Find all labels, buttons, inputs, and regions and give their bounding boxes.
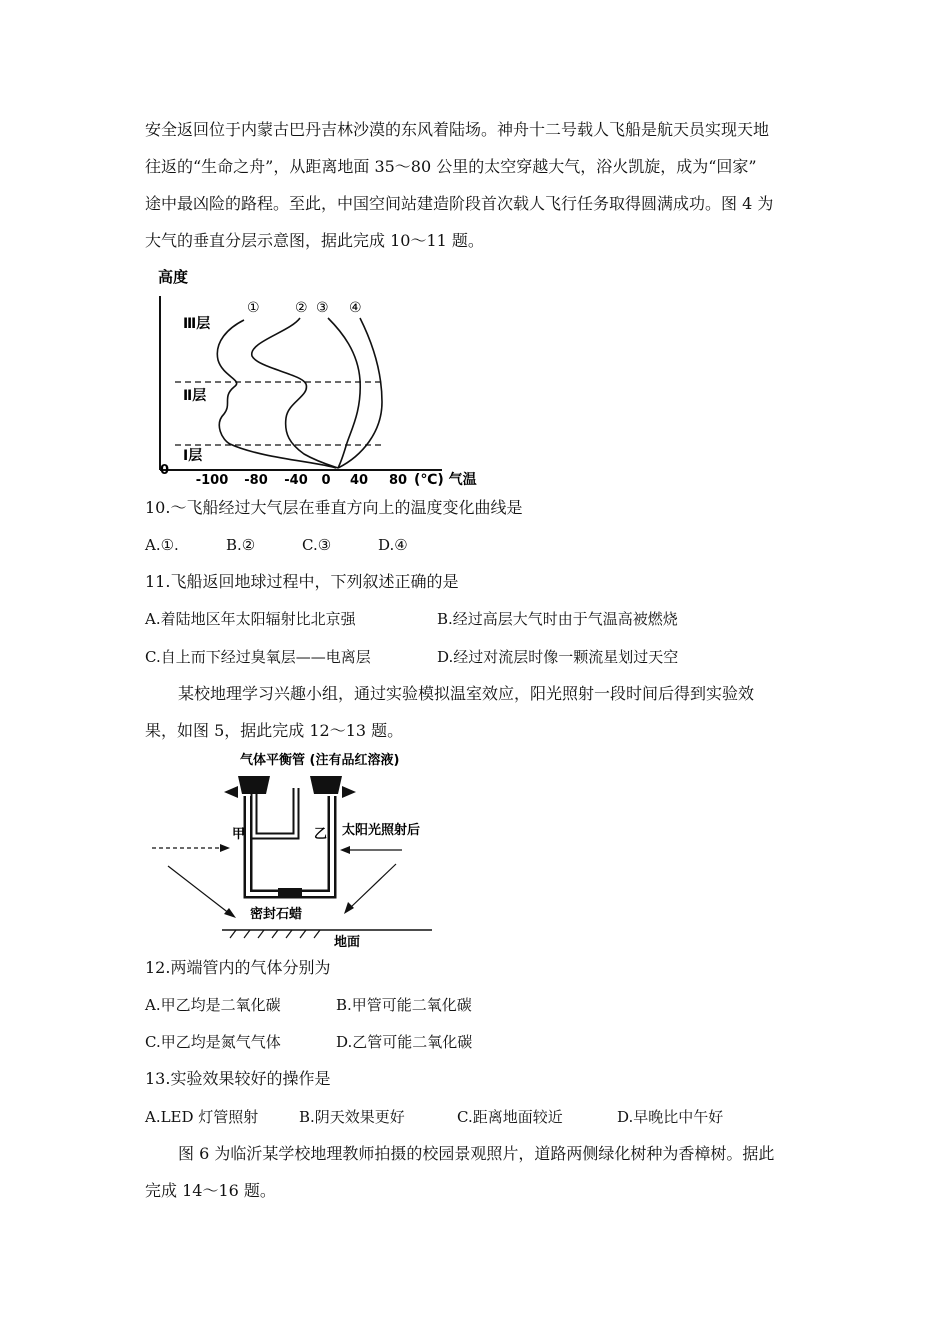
right-diagonal-ray — [350, 864, 396, 908]
u-tube — [248, 796, 332, 894]
para3-line-2: 完成 14～16 题。 — [145, 1181, 276, 1200]
q10-option-d: D.④ — [378, 536, 408, 554]
q11-option-d: D.经过对流层时像一颗流星划过天空 — [437, 648, 679, 666]
q10-stem: 10.～飞船经过大气层在垂直方向上的温度变化曲线是 — [145, 498, 523, 517]
curve-label-4: ④ — [349, 300, 362, 316]
intro-line-1: 安全返回位于内蒙古巴丹吉林沙漠的东风着陆场。神舟十二号载人飞船是航天员实现天地 — [145, 120, 770, 139]
q10-option-c: C.③ — [302, 536, 332, 554]
balance-tube-inner — [254, 788, 296, 836]
curve-label-1: ① — [247, 300, 260, 316]
balance-tube-label: 气体平衡管 (注有品红溶液) — [240, 753, 400, 768]
q10-option-b: B.② — [226, 536, 256, 554]
balance-tube — [254, 788, 296, 836]
paraffin-seal — [278, 888, 302, 898]
para3-line-1: 图 6 为临沂某学校地理教师拍摄的校园景观照片，道路两侧绿化树种为香樟树。据此 — [178, 1144, 775, 1163]
q11-option-b: B.经过高层大气时由于气温高被燃烧 — [437, 610, 678, 628]
x-tick: 0 — [321, 473, 331, 488]
layer-1-label: Ⅰ层 — [183, 448, 203, 464]
q13-option-c: C.距离地面较近 — [457, 1108, 563, 1126]
para2-line-2: 果，如图 5，据此完成 12～13 题。 — [145, 721, 404, 740]
ground-label: 地面 — [334, 935, 361, 950]
intro-line-4: 大气的垂直分层示意图，据此完成 10～11 题。 — [145, 231, 484, 250]
intro-line-3: 途中最凶险的路程。至此，中国空间站建造阶段首次载人飞行任务取得圆满成功。图 4 为 — [145, 194, 774, 213]
x-tick: 80 — [388, 473, 408, 488]
x-tick: -40 — [284, 473, 308, 488]
left-arrow-icon — [220, 844, 230, 852]
q12-option-c: C.甲乙均是氮气气体 — [145, 1033, 281, 1051]
q11-option-c: C.自上而下经过臭氧层——电离层 — [145, 648, 371, 666]
left-valve-icon — [224, 786, 238, 798]
layer-3-label: Ⅲ层 — [183, 316, 211, 332]
sunlight-label: 太阳光照射后 — [342, 823, 421, 838]
right-diagonal-arrow-icon — [344, 902, 354, 914]
left-diagonal-arrow-icon — [224, 908, 236, 918]
q13-stem: 13.实验效果较好的操作是 — [145, 1069, 331, 1088]
left-stopper — [238, 776, 270, 794]
right-tube-label: 乙 — [314, 827, 328, 842]
left-tube-label: 甲 — [232, 827, 246, 842]
para2-line-1: 某校地理学习兴趣小组，通过实验模拟温室效应，阳光照射一段时间后得到实验效 — [178, 684, 755, 703]
q13-option-a: A.LED 灯管照射 — [145, 1108, 259, 1126]
figure-4-atmosphere-layers — [140, 262, 500, 494]
q13-option-d: D.早晚比中午好 — [617, 1108, 724, 1126]
u-tube-inner — [248, 796, 332, 894]
origin-label: 0 — [160, 463, 170, 478]
figure-5-greenhouse-experiment — [150, 748, 450, 954]
intro-line-2: 往返的“生命之舟”，从距离地面 35～80 公里的太空穿越大气，浴火凯旋，成为“回家” — [145, 157, 757, 176]
right-arrow-icon — [340, 846, 350, 854]
q12-option-b: B.甲管可能二氧化碳 — [336, 996, 472, 1014]
right-valve-icon — [342, 786, 356, 798]
curve-label-3: ③ — [316, 300, 329, 316]
q12-option-a: A.甲乙均是二氧化碳 — [145, 996, 281, 1014]
q11-option-a: A.着陆地区年太阳辐射比北京强 — [145, 610, 356, 628]
q11-stem: 11.飞船返回地球过程中，下列叙述正确的是 — [145, 572, 459, 591]
paraffin-label: 密封石蜡 — [250, 907, 303, 922]
ground-hatching — [230, 930, 320, 938]
right-stopper — [310, 776, 342, 794]
q10-option-a: A.①. — [145, 536, 179, 554]
layer-2-label: Ⅱ层 — [183, 388, 207, 404]
q12-stem: 12.两端管内的气体分别为 — [145, 958, 331, 977]
x-axis-label: (℃) 气温 — [414, 472, 477, 488]
y-axis-label: 高度 — [158, 268, 189, 286]
x-tick: -100 — [195, 473, 229, 488]
x-tick: 40 — [349, 473, 369, 488]
x-tick: -80 — [244, 473, 268, 488]
q12-option-d: D.乙管可能二氧化碳 — [336, 1033, 473, 1051]
left-diagonal-ray — [168, 866, 230, 914]
curve-label-2: ② — [295, 300, 308, 316]
curve-1 — [217, 320, 336, 468]
q13-option-b: B.阴天效果更好 — [299, 1108, 405, 1126]
